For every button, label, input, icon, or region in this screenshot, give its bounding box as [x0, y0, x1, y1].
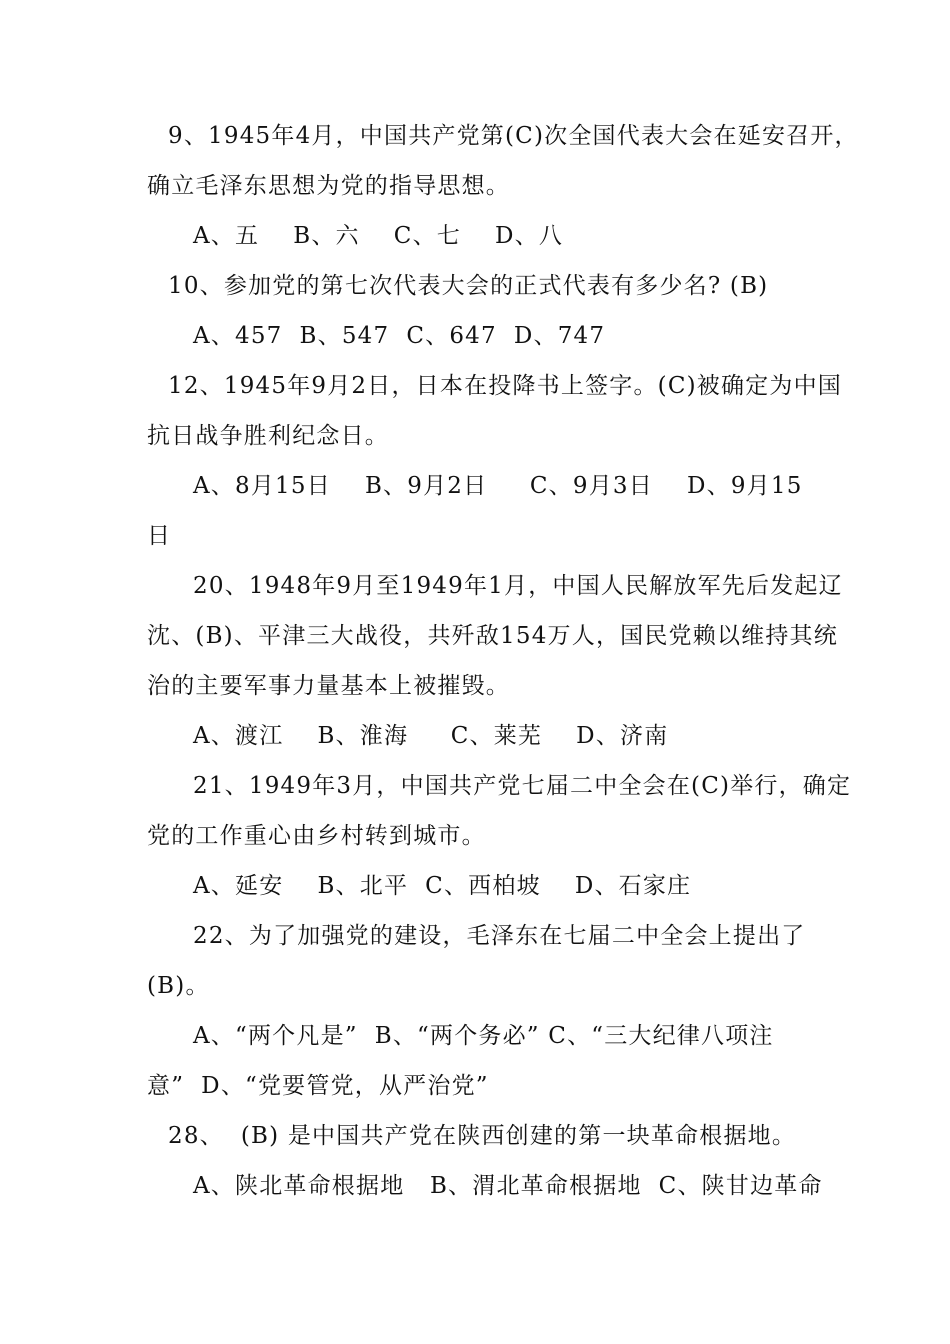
- question-22-options-line-2: 意” D、“党要管党，从严治党”: [147, 1073, 489, 1099]
- question-12-stem-line-2: 抗日战争胜利纪念日。: [147, 423, 389, 449]
- question-22-options-line-1: A、“两个凡是” B、“两个务必” C、“三大纪律八项注: [193, 1023, 774, 1049]
- question-20-stem-line-2: 沈、(B)、平津三大战役，共歼敌154万人，国民党赖以维持其统: [147, 623, 838, 649]
- question-21-stem-line-1: 21、1949年3月，中国共产党七届二中全会在(C)举行，确定: [193, 773, 852, 799]
- question-9-stem-line-1: 9、1945年4月，中国共产党第(C)次全国代表大会在延安召开，: [168, 123, 859, 149]
- question-28-options: A、陕北革命根据地 B、渭北革命根据地 C、陕甘边革命: [193, 1173, 823, 1199]
- question-21-options: A、延安 B、北平 C、西柏坡 D、石家庄: [193, 873, 692, 899]
- question-28-stem: 28、 (B) 是中国共产党在陕西创建的第一块革命根据地。: [168, 1123, 797, 1149]
- question-22-stem-line-1: 22、为了加强党的建设，毛泽东在七届二中全会上提出了: [193, 923, 806, 949]
- question-12-options-line-1: A、8月15日 B、9月2日 C、9月3日 D、9月15: [193, 473, 803, 499]
- question-9-options: A、五 B、六 C、七 D、八: [193, 223, 564, 249]
- question-12-options-line-2: 日: [147, 523, 172, 549]
- question-10-stem: 10、参加党的第七次代表大会的正式代表有多少名? (B): [168, 273, 769, 299]
- question-20-options: A、渡江 B、淮海 C、莱芜 D、济南: [193, 723, 669, 749]
- question-20-stem-line-3: 治的主要军事力量基本上被摧毁。: [147, 673, 510, 699]
- question-9-stem-line-2: 确立毛泽东思想为党的指导思想。: [147, 173, 510, 199]
- question-20-stem-line-1: 20、1948年9月至1949年1月，中国人民解放军先后发起辽: [193, 573, 843, 599]
- question-22-stem-line-2: (B)。: [147, 973, 210, 999]
- question-10-options: A、457 B、547 C、647 D、747: [193, 323, 606, 349]
- question-12-stem-line-1: 12、1945年9月2日，日本在投降书上签字。(C)被确定为中国: [168, 373, 843, 399]
- question-21-stem-line-2: 党的工作重心由乡村转到城市。: [147, 823, 486, 849]
